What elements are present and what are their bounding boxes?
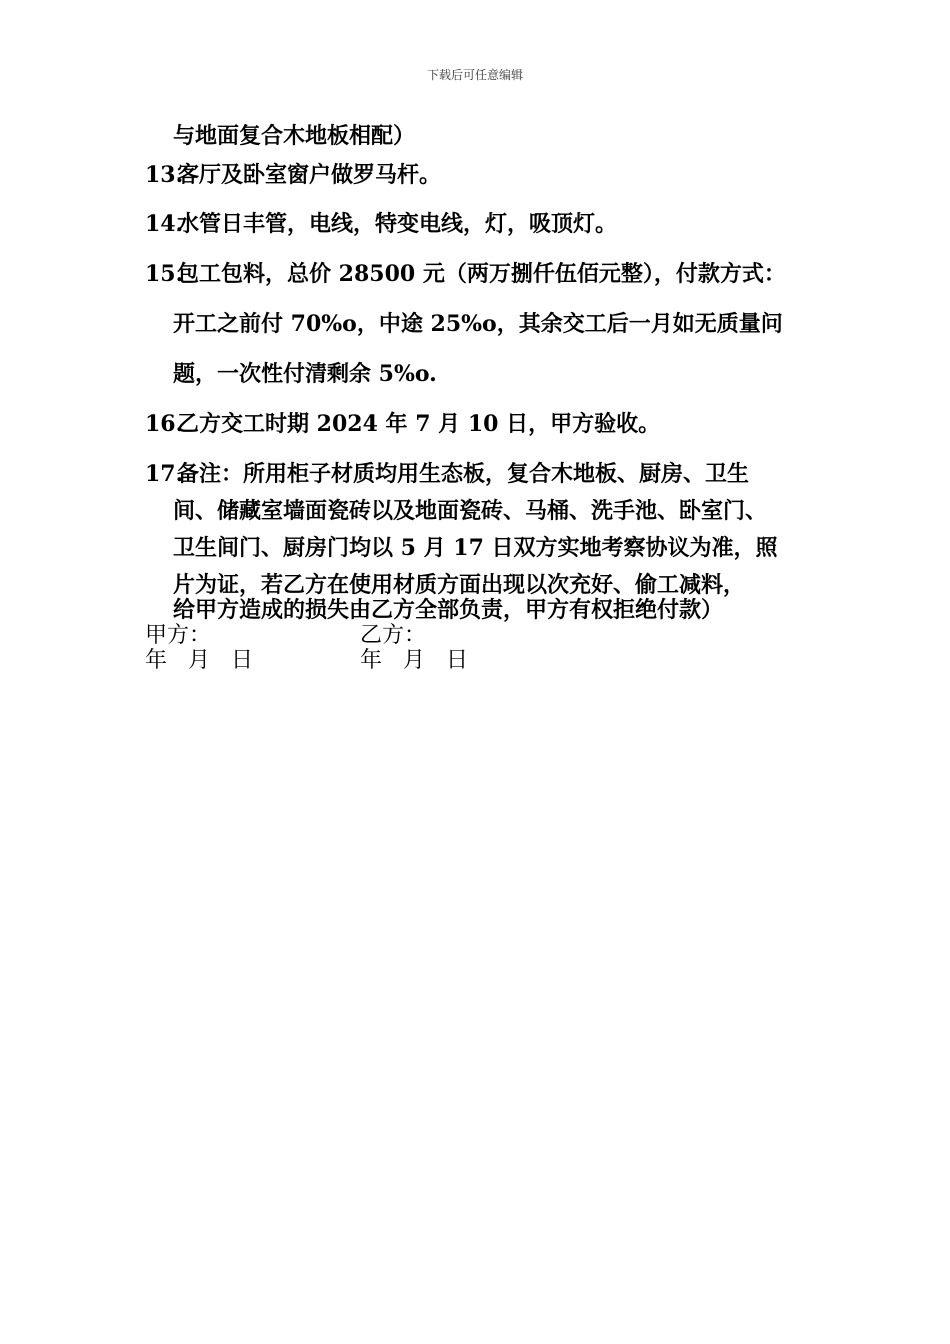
clause-text: 包工包料，总价 28500 元（两万捌仟伍佰元整），付款方式： <box>177 261 786 287</box>
clause-text: 给甲方造成的损失由乙方全部负责，甲方有权拒绝付款） <box>173 597 724 623</box>
party-b-label: 乙方： <box>360 623 427 648</box>
clause-number: 14. <box>145 211 184 237</box>
clause-17-line-4 <box>173 571 745 599</box>
clause-text: 开工之前付 70%o，中途 25%o，其余交工后一月如无质量问 <box>173 311 783 337</box>
clause-15-line-3 <box>173 360 437 388</box>
clause-text: 与地面复合木地板相配） <box>173 123 416 149</box>
party-a-date: 年 月 日 <box>145 648 253 673</box>
clause-text: 间、储藏室墙面瓷砖以及地面瓷砖、马桶、洗手池、卧室门、 <box>173 498 768 524</box>
clause-text: 片为证，若乙方在使用材质方面出现以次充好、偷工减料， <box>173 572 746 598</box>
clause-12-continuation <box>173 122 415 150</box>
clause-number: 17. <box>145 461 184 487</box>
clause-15-line-2 <box>173 310 783 338</box>
clause-16 <box>145 410 660 438</box>
clause-text: 备注：所用柜子材质均用生态板，复合木地板、厨房、卫生 <box>177 461 750 487</box>
clause-number: 16. <box>145 411 184 437</box>
clause-text: 水管日丰管，电线，特变电线，灯，吸顶灯。 <box>177 211 618 237</box>
clause-number: 13. <box>145 162 184 188</box>
clause-17-line-2 <box>173 497 767 525</box>
clause-17-line-5 <box>173 596 723 624</box>
clause-text: 客厅及卧室窗户做罗马杆。 <box>177 162 442 188</box>
page-header-note: 下载后可任意编辑 <box>426 68 523 82</box>
clause-text: 卫生间门、厨房门均以 5 月 17 日双方实地考察协议为准，照 <box>173 535 778 561</box>
clause-text: 题，一次性付清剩余 5%o. <box>173 361 437 387</box>
clause-17 <box>145 460 749 488</box>
party-a-label: 甲方： <box>145 623 212 648</box>
clause-number: 15. <box>145 261 184 287</box>
clause-14 <box>145 210 617 238</box>
clause-text: 乙方交工时期 2024 年 7 月 10 日，甲方验收。 <box>177 411 661 437</box>
clause-17-line-3 <box>173 534 778 562</box>
clause-13 <box>145 161 441 189</box>
clause-15 <box>145 260 786 288</box>
party-b-date: 年 月 日 <box>360 648 468 673</box>
